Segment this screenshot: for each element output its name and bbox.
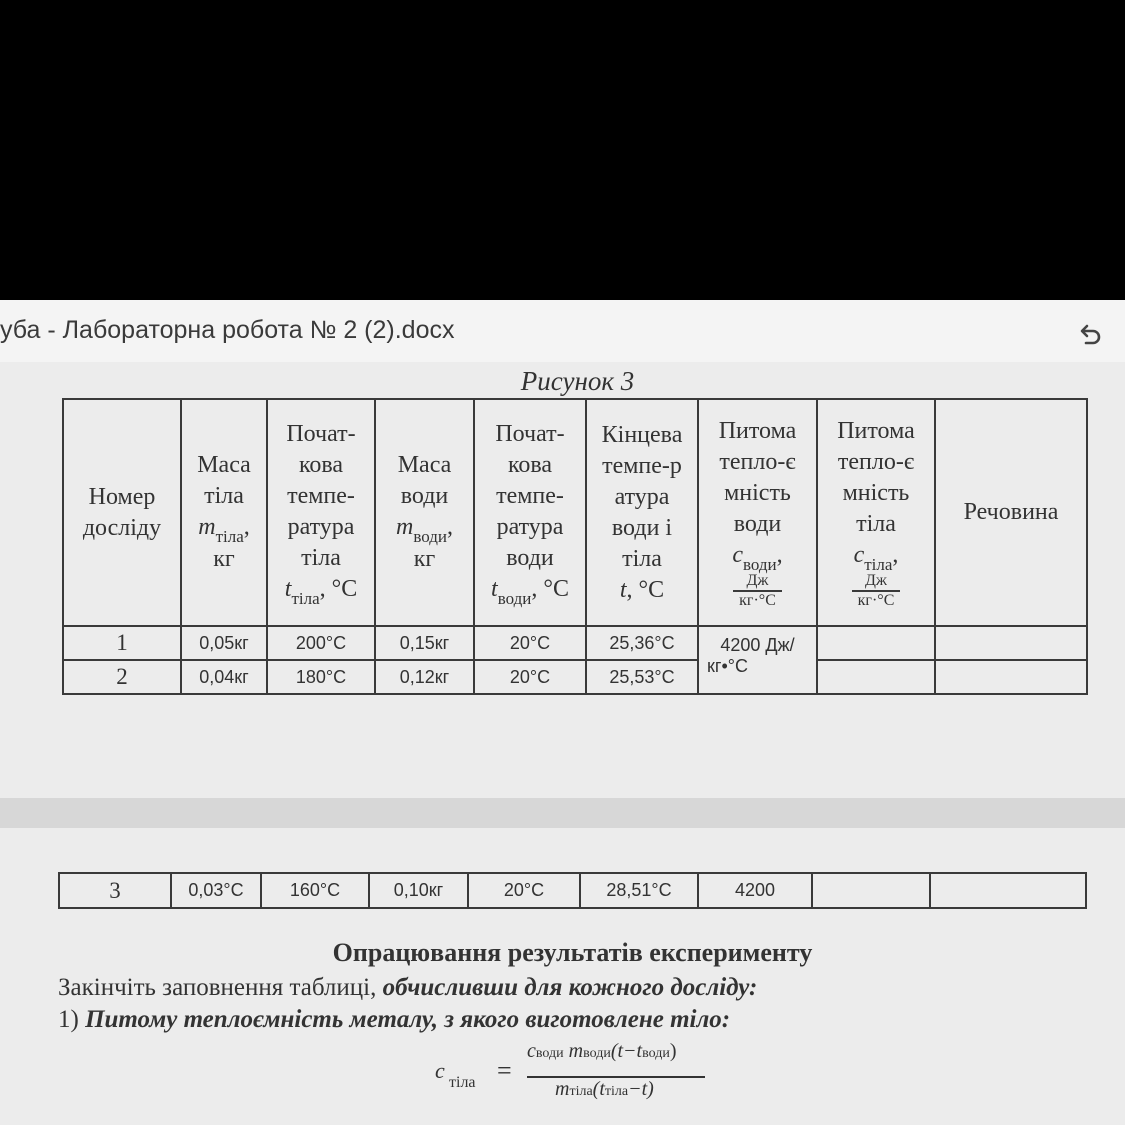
cell-final-temp[interactable]: 25,36°C: [586, 626, 698, 660]
cell-water-initial-temp[interactable]: 20°C: [474, 660, 586, 694]
header-experiment-number: Номер досліду: [63, 399, 181, 626]
cell-body-mass[interactable]: 0,05кг: [181, 626, 267, 660]
cell-final-temp[interactable]: 28,51°C: [580, 873, 698, 908]
cell-body-specific-heat[interactable]: [812, 873, 930, 908]
header-water-specific-heat: Питома тепло-є мність води $c_{води}$, $\frac{Дж}{кг\cdot^\circ C}$: [698, 399, 817, 626]
table-header-row: [63, 399, 1087, 626]
table-row: [63, 626, 1087, 660]
cell-body-initial-temp[interactable]: 200°C: [267, 626, 375, 660]
instruction-line: Закінчіть заповнення таблиці, обчисливши для кожного досліду:: [58, 974, 758, 1001]
cell-body-mass[interactable]: 0,04кг: [181, 660, 267, 694]
specific-heat-formula: c тіла = cводи mводи(t−tводи) mтіла(tтіла−t): [435, 1040, 735, 1110]
cell-water-mass[interactable]: 0,10кг: [369, 873, 468, 908]
page-break: [0, 798, 1125, 828]
cell-water-mass[interactable]: 0,12кг: [375, 660, 474, 694]
cell-experiment-number: 3: [59, 873, 171, 908]
cell-water-specific-heat[interactable]: 4200 Дж/ кг•°C: [698, 626, 817, 694]
table-row: [63, 660, 1087, 694]
header-water-initial-temp: Почат- кова темпе- ратура води $t_{води}$, °C: [474, 399, 586, 626]
cell-body-mass[interactable]: 0,03°C: [171, 873, 261, 908]
cell-substance[interactable]: [935, 626, 1087, 660]
task-line: 1) Питому теплоємність металу, з якого виготовлене тіло:: [58, 1006, 731, 1033]
cell-final-temp[interactable]: 25,53°C: [586, 660, 698, 694]
document-title-bar: [0, 300, 1125, 363]
cell-water-initial-temp[interactable]: 20°C: [474, 626, 586, 660]
header-final-temp: Кінцева темпе-р атура води і тіла t, °C: [586, 399, 698, 626]
cell-substance[interactable]: [935, 660, 1087, 694]
cell-experiment-number: 2: [63, 660, 181, 694]
figure-caption: Рисунок 3: [520, 366, 635, 396]
cell-water-mass[interactable]: 0,15кг: [375, 626, 474, 660]
header-body-initial-temp: Почат- кова темпе- ратура тіла $t_{тіла}$, °C: [267, 399, 375, 626]
cell-body-initial-temp[interactable]: 180°C: [267, 660, 375, 694]
cell-body-initial-temp[interactable]: 160°C: [261, 873, 369, 908]
section-heading: Опрацювання результатів експерименту: [332, 938, 813, 967]
cell-body-specific-heat[interactable]: [817, 660, 935, 694]
header-substance: Речовина: [935, 399, 1087, 626]
header-body-specific-heat: Питома тепло-є мність тіла $c_{тіла}$, $\frac{Дж}{кг\cdot^\circ C}$: [817, 399, 935, 626]
cell-experiment-number: 1: [63, 626, 181, 660]
data-table: [62, 398, 1088, 695]
header-water-mass: Маса води $m_{води}$, кг: [375, 399, 474, 626]
cell-water-initial-temp[interactable]: 20°C: [468, 873, 580, 908]
cell-water-specific-heat[interactable]: 4200: [698, 873, 812, 908]
header-body-mass: Маса тіла $m_{тіла}$, кг: [181, 399, 267, 626]
data-table-continuation: [58, 872, 1087, 909]
cell-substance[interactable]: [930, 873, 1086, 908]
table-row: [59, 873, 1086, 908]
cell-body-specific-heat[interactable]: [817, 626, 935, 660]
document-title: уба - Лабораторна робота № 2 (2).docx: [0, 316, 455, 344]
undo-icon[interactable]: [1077, 322, 1103, 348]
